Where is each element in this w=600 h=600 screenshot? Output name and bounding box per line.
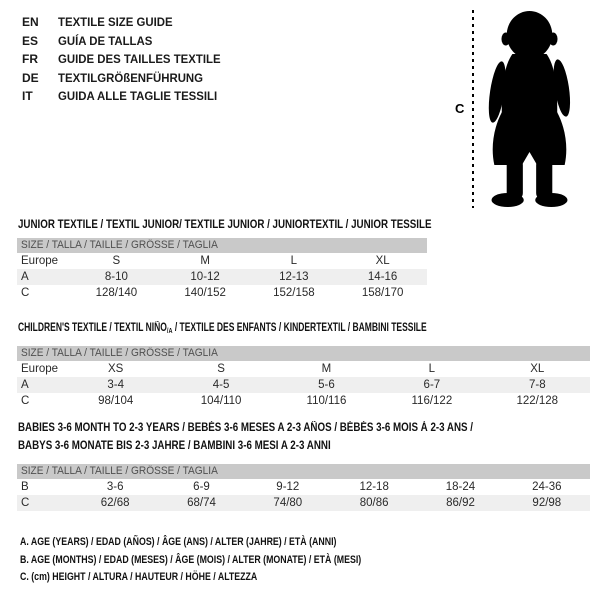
lang-label: GUIDE DES TAILLES TEXTILE [58,52,221,66]
table-cell: 3-6 [106,481,124,493]
babies-size-header-bar: SIZE / TALLA / TAILLE / GRÖSSE / TAGLIA [17,464,590,479]
table-cell: C [17,495,72,511]
table-cell: 12-18 [359,481,389,493]
lang-row-en [22,13,229,32]
table-row-a [17,377,590,393]
table-cell: 116/122 [411,395,453,407]
table-cell: A [17,269,72,285]
table-cell: C [21,287,30,299]
lang-row-de [22,69,229,88]
lang-code: IT [22,89,33,103]
table-cell: 62/68 [72,495,158,511]
table-cell: L [428,363,436,375]
table-cell: 4-5 [168,377,273,393]
junior-size-table [17,253,427,301]
language-list [22,13,229,106]
children-size-header-bar: SIZE / TALLA / TAILLE / GRÖSSE / TAGLIA [17,346,590,361]
note-b: B. AGE (MONTHS) / EDAD (MESES) / ÂGE (MOIS) / ALTER (MONATE) / ETÀ (MESI) [20,553,362,566]
table-row-a [17,269,427,285]
table-cell: Europe [21,255,59,267]
table-cell: 128/140 [95,287,138,299]
lang-label: TEXTILGRÖßENFÜHRUNG [58,70,204,85]
table-cell: 104/110 [200,395,242,407]
table-cell: 6-7 [379,377,484,393]
table-cell: 98/104 [98,395,134,407]
table-cell: 6-9 [193,481,210,493]
legend-notes [20,534,447,587]
babies-section-title: BABIES 3-6 MONTH TO 2-3 YEARS / BEBÉS 3-6 MESES A 2-3 AÑOS / BÉBÉS 3-6 MOIS À 2-3 ANS / BABYS 3-6 MONATE BIS 2-3 JAHRE / BAMBINI 3-6 MESI A 2-3 ANNI [18,422,474,452]
lang-row-fr [22,50,229,69]
table-cell: XS [108,363,124,375]
table-cell: A [17,377,63,393]
table-cell: 3-4 [63,377,168,393]
note-c: C. (cm) HEIGHT / ALTURA / HAUTEUR / HÖHE / ALTEZZA [20,571,258,583]
table-cell: 110/116 [306,395,347,407]
table-cell: 86/92 [417,495,503,511]
table-row-c [17,495,590,511]
table-cell: M [321,363,332,375]
table-cell: 8-10 [72,269,161,285]
table-cell: 80/86 [331,495,417,511]
table-cell: B [21,481,29,493]
note-a: A. AGE (YEARS) / EDAD (AÑOS) / ÂGE (ANS) / ALTER (JAHRE) / ETÀ (ANNI) [20,536,337,548]
table-cell: 14-16 [338,269,427,285]
table-cell: 152/158 [273,287,315,299]
height-label-c: C [455,101,465,116]
table-row-c [17,393,590,409]
table-row-c [17,285,427,301]
lang-code: DE [22,70,39,85]
lang-code: ES [22,33,39,48]
table-cell: XL [375,255,390,267]
junior-section-title: JUNIOR TEXTILE / TEXTIL JUNIOR/ TEXTILE JUNIOR / JUNIORTEXTIL / JUNIOR TESSILE [18,219,432,231]
table-cell: 10-12 [161,269,250,285]
table-cell: Europe [21,363,59,375]
table-cell: S [112,255,121,267]
table-cell: 24-36 [532,481,562,493]
baby-silhouette-icon [482,8,577,208]
table-cell: 122/128 [516,395,559,407]
table-cell: L [290,255,298,267]
table-cell: 12-13 [250,269,339,285]
table-cell: 140/152 [184,287,226,299]
table-cell: M [200,255,210,267]
lang-label: GUIDA ALLE TAGLIE TESSILI [58,89,218,103]
table-cell: XL [530,363,545,375]
nino-a-subscript: /A [166,326,173,335]
babies-size-table [17,479,590,511]
children-section-title: CHILDREN'S TEXTILE / TEXTIL NIÑO/A / TEXTILE DES ENFANTS / KINDERTEXTIL / BAMBINI TESSILE [18,322,427,335]
table-cell: S [217,363,225,375]
table-row-b [17,479,590,495]
table-cell: 5-6 [274,377,379,393]
table-cell: 9-12 [276,481,300,493]
lang-label: TEXTILE SIZE GUIDE [58,15,173,29]
table-cell: 74/80 [245,495,331,511]
table-cell: 68/74 [158,495,244,511]
table-cell: 92/98 [504,495,590,511]
table-cell: 18-24 [445,481,476,493]
table-row-header [17,253,427,269]
lang-label: GUÍA DE TALLAS [58,33,153,48]
table-cell: C [21,395,30,407]
lang-row-it [22,87,229,106]
height-dashed-line [472,10,474,208]
table-cell: 7-8 [485,377,590,393]
junior-size-header-bar: SIZE / TALLA / TAILLE / GRÖSSE / TAGLIA [17,238,427,253]
table-cell: 158/170 [361,287,404,299]
lang-code: FR [22,52,38,66]
table-row-header [17,361,590,377]
children-size-table [17,361,590,409]
lang-code: EN [22,15,39,29]
lang-row-es [22,32,229,51]
